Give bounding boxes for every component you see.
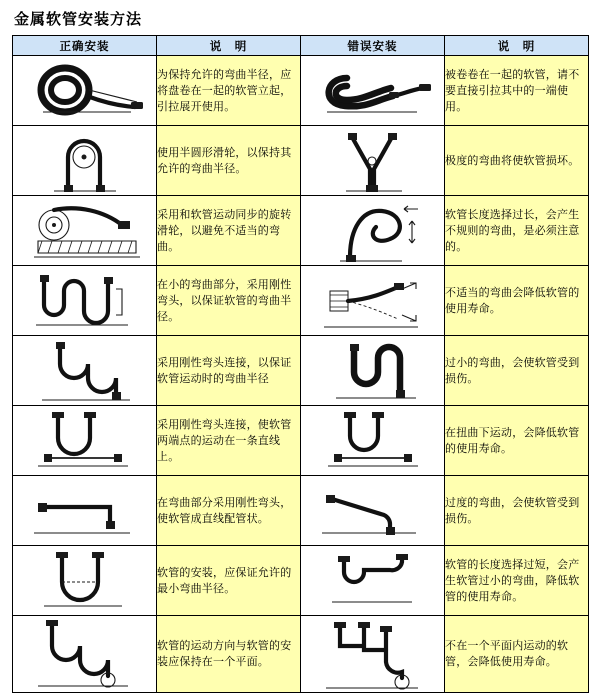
header-wrong-install: 错误安装 [301,36,445,56]
figure-cell-wrong [301,406,445,476]
note-correct: 在小的弯曲部分，采用刚性弯头，以保证软管的弯曲半径。 [157,266,301,336]
note-correct: 软管的安装，应保证允许的最小弯曲半径。 [157,546,301,616]
table-header-row [13,36,589,56]
note-wrong: 软管长度选择过长，会产生不规则的弯曲，是必须注意的。 [445,196,589,266]
excessive-bend-damage-straight-icon [301,476,443,545]
coiled-hose-standing-roll-icon [13,56,155,125]
rigid-elbow-straight-pipe-layout-icon [13,476,155,545]
rigid-elbow-connection-u-bend-icon [13,336,155,405]
figure-cell-correct [13,266,157,336]
twisted-u-bend-motion-icon [301,406,443,475]
note-wrong: 过度的弯曲，会使软管受到损伤。 [445,476,589,546]
figure-cell-wrong [301,546,445,616]
note-wrong: 过小的弯曲，会使软管受到损伤。 [445,336,589,406]
header-note-right: 说 明 [445,36,589,56]
figure-cell-wrong [301,476,445,546]
figure-cell-wrong [301,196,445,266]
figure-cell-correct [13,126,157,196]
note-wrong: 在扭曲下运动，会降低软管的使用寿命。 [445,406,589,476]
note-correct: 使用半圆形滑轮，以保持其允许的弯曲半径。 [157,126,301,196]
synchronized-rotating-sheave-icon [13,196,155,265]
over-long-hose-irregular-bend-icon [301,196,443,265]
table-row [13,336,589,406]
sharp-v-bend-over-pin-icon [301,126,443,195]
table-row [13,406,589,476]
note-correct: 采用刚性弯头连接，以保证软管运动时的弯曲半径 [157,336,301,406]
too-small-bend-radius-damage-icon [301,336,443,405]
header-correct-install: 正确安装 [13,36,157,56]
note-wrong: 软管的长度选择过短，会产生软管过小的弯曲，降低软管的使用寿命。 [445,546,589,616]
header-note-left: 说 明 [157,36,301,56]
note-correct: 软管的运动方向与软管的安装应保持在一个平面。 [157,616,301,693]
note-wrong: 极度的弯曲将使软管损坏。 [445,126,589,196]
page-title: 金属软管安装方法 [14,10,143,28]
figure-cell-wrong [301,616,445,693]
too-long-hose-small-bend-icon [301,546,443,615]
figure-cell-correct [13,56,157,126]
motion-direction-same-plane-icon [13,616,155,692]
min-bend-radius-u-install-icon [13,546,155,615]
table-row [13,56,589,126]
note-correct: 在弯曲部分采用刚性弯头，使软管成直线配管状。 [157,476,301,546]
figure-cell-wrong [301,266,445,336]
note-wrong: 不在一个平面内运动的软管，会降低使用寿命。 [445,616,589,693]
improper-bend-reduces-life-icon [301,266,443,335]
semicircular-sheave-guide-icon [13,126,155,195]
note-wrong: 不适当的弯曲会降低软管的使用寿命。 [445,266,589,336]
table-row [13,616,589,693]
figure-cell-correct [13,336,157,406]
rigid-elbows-both-ends-straight-line-icon [13,406,155,475]
table-row [13,476,589,546]
figure-cell-wrong [301,56,445,126]
table-row [13,266,589,336]
note-correct: 采用刚性弯头连接，使软管两端点的运动在一条直线上。 [157,406,301,476]
figure-cell-correct [13,196,157,266]
figure-cell-correct [13,546,157,616]
note-correct: 为保持允许的弯曲半径，应将盘卷在一起的软管立起，引拉展开使用。 [157,56,301,126]
figure-cell-correct [13,406,157,476]
table-row [13,546,589,616]
rigid-bend-small-radius-section-icon [13,266,155,335]
figure-cell-correct [13,476,157,546]
figure-cell-wrong [301,336,445,406]
figure-cell-wrong [301,126,445,196]
note-wrong: 被卷卷在一起的软管，请不要直接引拉其中的一端使用。 [445,56,589,126]
table-row [13,196,589,266]
coiled-hose-pulled-one-end-icon [301,56,443,125]
out-of-plane-motion-icon [301,616,443,692]
figure-cell-correct [13,616,157,693]
table-row [13,126,589,196]
hose-installation-table [12,35,589,693]
note-correct: 采用和软管运动同步的旋转滑轮，以避免不适当的弯曲。 [157,196,301,266]
